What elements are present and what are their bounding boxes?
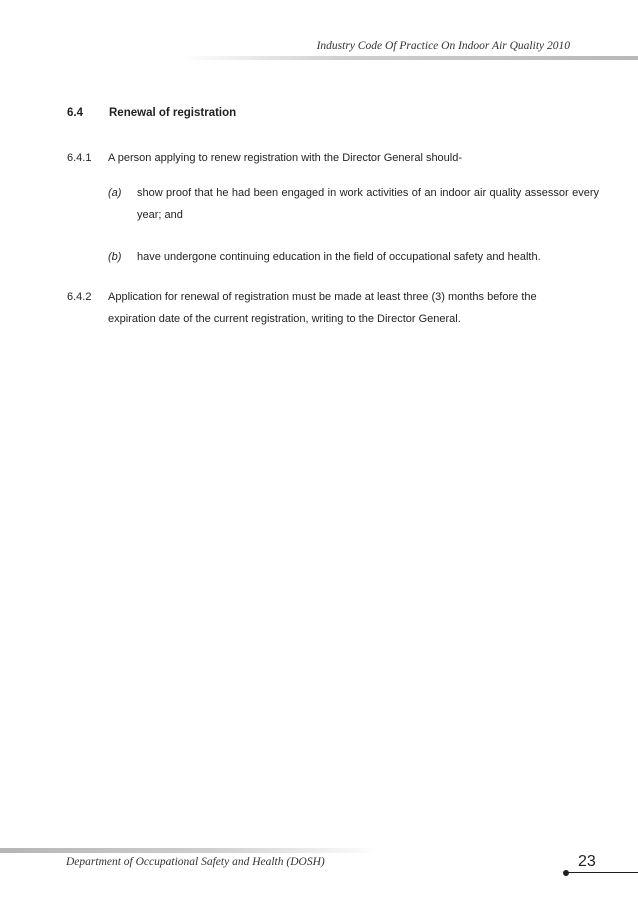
section-title: Renewal of registration xyxy=(109,107,237,119)
clause-text: A person applying to renew registration with the Director General should- xyxy=(108,152,463,164)
footer-department: Department of Occupational Safety and Health (DOSH) xyxy=(66,856,325,868)
clause-number: 6.4.1 xyxy=(67,152,92,164)
section-heading xyxy=(67,107,236,119)
page-marker-line xyxy=(567,872,638,873)
list-item-text: have undergone continuing education in the field of occupational safety and health. xyxy=(137,251,541,263)
clause-text: Application for renewal of registration must be made at least three (3) months before the expiration date of the current registration, writing to the Director General. xyxy=(108,291,537,325)
section-number: 6.4 xyxy=(67,107,83,119)
list-item-text: show proof that he had been engaged in work activities of an indoor air quality assessor every year; and xyxy=(137,187,599,221)
clause-number: 6.4.2 xyxy=(67,291,92,303)
page-number: 23 xyxy=(578,853,596,870)
list-item-label: (a) xyxy=(108,187,122,199)
footer-divider xyxy=(0,848,380,853)
header-divider xyxy=(180,56,638,60)
list-item-label: (b) xyxy=(108,251,122,263)
running-header-title: Industry Code Of Practice On Indoor Air Quality 2010 xyxy=(316,40,570,52)
